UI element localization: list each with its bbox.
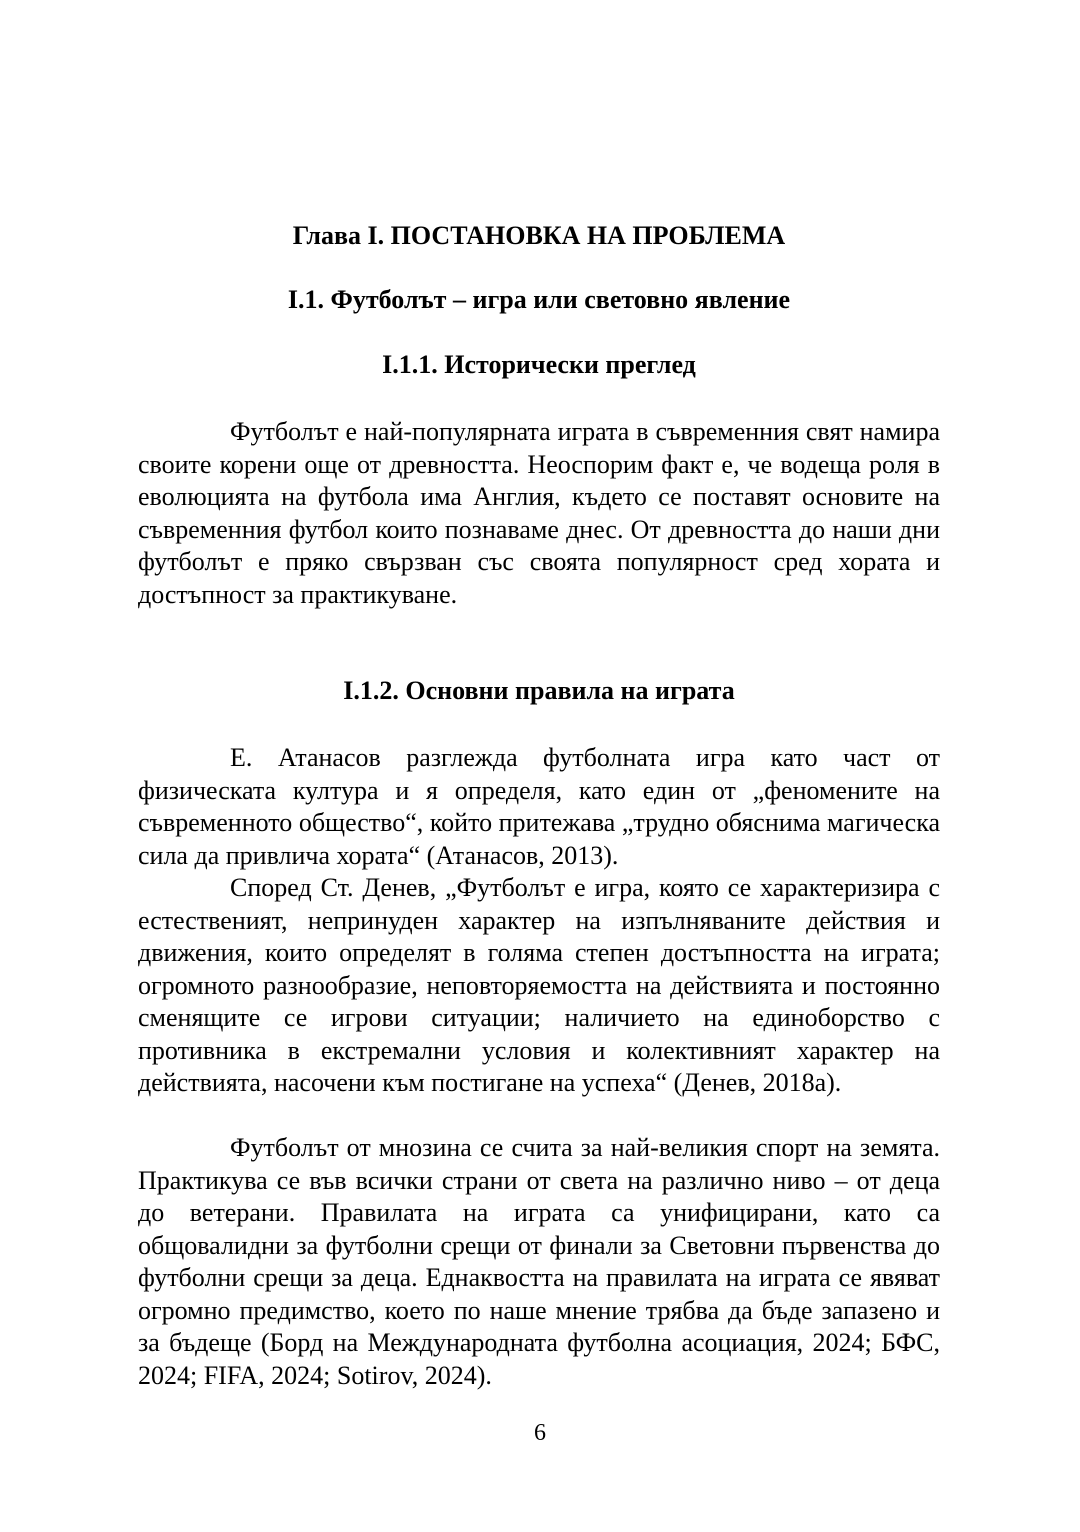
page-number: 6 [534, 1420, 546, 1446]
subsection-title-basic-rules: I.1.2. Основни правила на играта [343, 676, 735, 705]
paragraph-historical-overview: Футболът е най-популярната играта в съвременния свят намира своите корени още от древността. Неоспорим факт е, че водеща роля в еволюцията на футбола има Англия, където се поставят основите на съвременния футбол които познаваме днес. От древността до наши дни футболът е пряко свързван със своята популярност сред хората и достъпност за практикуване. [138, 417, 940, 609]
subsection-title-historical-overview: I.1.1. Исторически преглед [382, 350, 696, 379]
paragraph-unified-rules: Футболът от мнозина се счита за най-великия спорт на земята. Практикува се във всички страни от света на различно ниво – от деца до ветерани. Правилата на играта са унифицирани, като са общовалидни за футболни срещи от финали за Световни първенства до футболни срещи за деца. Еднаквостта на правилата на играта се явяват огромно предимство, което по наше мнение трябва да бъде запазено и за бъдеще (Борд на Международната футболна асоциация, 2024; БФС, 2024; FIFA, 2024; Sotirov, 2024). [138, 1133, 940, 1390]
paragraph-atanasov: Е. Атанасов разглежда футболната игра като част от физическата култура и я определя, като един от „феномените на съвременното общество“, който притежава „трудно обяснима магическа сила да привлича хората“ (Атанасов, 2013). [138, 743, 940, 870]
section-title: I.1. Футболът – игра или световно явление [287, 285, 791, 314]
paragraph-denev: Според Ст. Денев, „Футболът е игра, която се характеризира с естественият, непринуден характер на изпълняваните действия и движения, които определят в голяма степен достъпността на играта; огромното разнообразие, неповторяемостта на действията и постоянно сменящите се игрови ситуации; наличието на единоборство с противника в екстремални условия и колективният характер на действията, насочени към постигане на успеха“ (Денев, 2018а). [138, 873, 940, 1097]
chapter-title: Глава I. ПОСТАНОВКА НА ПРОБЛЕМА [292, 221, 786, 250]
